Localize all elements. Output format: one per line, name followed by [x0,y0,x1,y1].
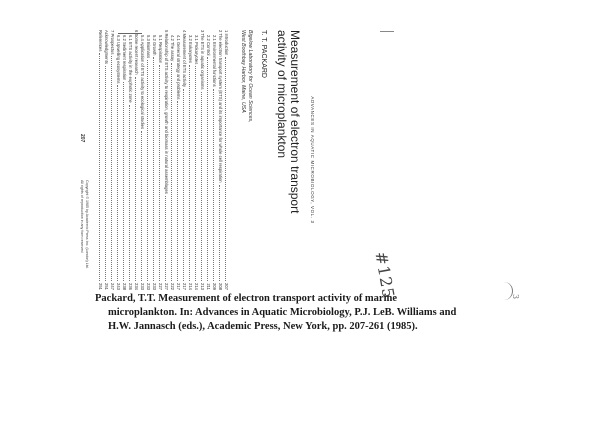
toc-leader-dots [189,65,193,281]
toc-entry [199,30,205,290]
toc-entry-page: 247 [110,283,115,290]
copyright-notice [80,180,89,290]
toc-entry-page: 227 [158,283,163,290]
toc-entry-page: 234 [134,283,139,290]
toc-entry-page: 222 [170,283,175,290]
toc-entry-page: 209 [212,283,217,290]
toc-entry-label: 3.2 Eukaryotes [188,35,193,63]
toc-entry [181,30,187,290]
toc-entry-page: 243 [116,283,121,290]
copyright-line-2: All rights of reproduction in any form reserved [80,180,85,253]
chapter-title [275,30,301,290]
toc-entry-page: 233 [146,283,151,290]
toc-entry-page: 207 [224,283,229,290]
toc-entry [175,30,181,290]
toc-leader-dots [165,196,169,281]
toc-entry-label: 6 Some recent research [134,30,139,75]
toc-entry-page: 214 [188,283,193,290]
toc-leader-dots [135,77,139,281]
toc-leader-dots [129,105,133,281]
author-affiliation [239,30,253,290]
citation-line-1: Packard, T.T. Measurement of electron transport activity of marine [95,293,398,304]
chapter-title-line-1: Measurement of electron transport [288,30,302,214]
affiliation-line-2: West Boothbay Harbor, Maine, USA [240,30,246,113]
handwritten-note: #125 [371,250,399,301]
toc-entry-page: 208 [218,283,223,290]
toc-entry-label: References [98,30,103,52]
toc-entry-page: 236 [128,283,133,290]
toc-entry [139,30,145,290]
toc-entry [211,30,217,290]
toc-entry-label: 3 The ETS in aquatic organisms [200,30,205,90]
toc-entry [151,30,157,290]
toc-entry [169,30,175,290]
toc-entry [193,30,199,290]
toc-entry-label: 4 Measurement of ETS activity [182,30,187,88]
copyright-line-1: Copyright © 1985 by Academic Press Inc. (London) Ltd. [85,180,89,269]
toc-entry-label: 5.2 Growth [152,35,157,56]
toc-entry [223,30,229,290]
chapter-title-line-2: activity of microplankton [275,30,289,159]
toc-entry [127,30,133,290]
toc-leader-dots [207,57,211,281]
toc-entry-page: 251 [104,283,109,290]
toc-entry [163,30,169,290]
toc-leader-dots [171,63,175,281]
toc-entry-page: 227 [164,283,169,290]
toc-leader-dots [177,101,181,281]
toc-entry-label: 6.1 ETS activity in the euphotic zone [128,35,133,103]
toc-entry [187,30,193,290]
toc-entry [115,30,121,290]
page-number: 207 [79,134,85,143]
author-name: T. T. PACKARD [260,30,267,78]
toc-leader-dots [195,66,199,281]
toc-leader-dots [141,131,145,281]
toc-entry-label: 5 Relationship of ETS activity to respiration, growth and biomass in natural assemblages [164,30,169,194]
toc-entry [109,30,115,290]
scan-mark-top-middle [380,31,394,32]
chapter-page-content [60,30,315,290]
toc-leader-dots [111,56,115,281]
toc-entry [145,30,151,290]
toc-entry-label: 5.3 Biomass [146,35,151,59]
toc-entry-label: 4.1 General strategy and problems [176,35,181,100]
toc-entry [103,30,109,290]
toc-entry [205,30,211,290]
toc-leader-dots [147,60,151,281]
toc-entry-page: 214 [194,283,199,290]
toc-entry-label: 2 The electron transport system (ETS) and its importance for whole cell respiration [218,30,223,183]
toc-entry-page: 233 [140,283,145,290]
toc-leader-dots [183,89,187,281]
toc-entry-page: 217 [182,283,187,290]
toc-entry [217,30,223,290]
citation-block [95,292,495,334]
toc-entry [133,30,139,290]
toc-entry-page: 217 [176,283,181,290]
toc-entry-label: Acknowledgments [104,30,109,64]
toc-leader-dots [159,65,163,281]
toc-entry [157,30,163,290]
toc-leader-dots [201,92,205,281]
toc-leader-dots [219,185,223,281]
toc-entry-label: 6.2 Sediment respiration [122,35,127,81]
toc-entry-page: 211 [206,283,211,290]
running-head: ADVANCES IN AQUATIC MICROBIOLOGY, VOL. 3 [310,96,315,224]
affiliation-line-1: Bigelow Laboratory for Ocean Sciences, [247,30,253,123]
table-of-contents [97,30,229,290]
toc-leader-dots [213,89,217,281]
toc-entry-label: 7 Prospectus [110,30,115,55]
toc-entry-label: 3.1 Prokaryotes [194,35,199,65]
corner-handwritten-mark: 3 [511,294,520,300]
toc-entry-label: 4.2 The assay [170,35,175,62]
toc-leader-dots [123,82,127,281]
toc-entry-page: 233 [152,283,157,290]
citation-line-2: microplankton. In: Advances in Aquatic Microbiology, P.J. LeB. Williams and [108,307,457,318]
toc-entry [97,30,103,290]
toc-entry-page: 213 [200,283,205,290]
toc-entry-label: 2.1 Environmental functions [212,35,217,87]
toc-entry-label: 5.1 Respiration [158,35,163,64]
toc-entry-label: 5.4 Application of ETS activity to ecological studies [140,35,145,130]
toc-entry-page: 238 [122,283,127,290]
toc-entry-page: 251 [98,283,103,290]
citation-line-3: H.W. Jannasch (eds.), Academic Press, New York, pp. 207-261 (1985). [108,321,418,332]
toc-entry-label: 1 Introduction [224,30,229,56]
toc-entry [121,30,127,290]
toc-leader-dots [153,57,157,281]
toc-entry-label: 2.2 Control [206,35,211,56]
toc-leader-dots [99,53,103,281]
rotated-chapter-page [60,30,315,290]
toc-entry-label: 6.3 Upwelling ecosystems [116,35,121,84]
toc-leader-dots [105,66,109,281]
toc-leader-dots [225,57,229,281]
toc-leader-dots [117,85,121,281]
